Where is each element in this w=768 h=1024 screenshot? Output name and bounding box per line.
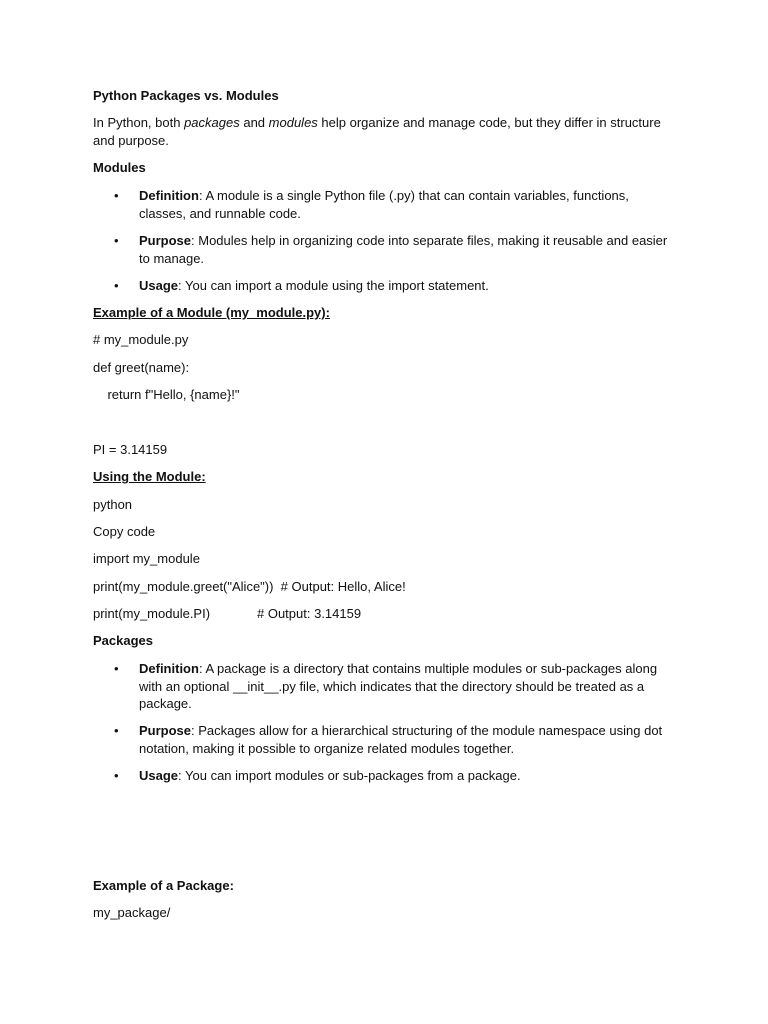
code-line: PI = 3.14159 (93, 442, 168, 457)
intro-paragraph (93, 114, 673, 149)
bullet-glyph: • (114, 723, 119, 738)
page-title: Python Packages vs. Modules (93, 88, 279, 103)
intro-text-1: In Python, both (93, 115, 185, 130)
bullet-term: Purpose (139, 233, 192, 248)
bullet-text: : A package is a directory that contains multiple modules or sub-packages along with an optional __init__.py file, which indicates that the directory should be treated as a package. (139, 661, 658, 711)
usage-line: print(my_module.greet("Alice")) # Output: Hello, Alice! (93, 579, 406, 594)
intro-packages-word: packages (184, 115, 240, 130)
modules-bullet-purpose (139, 232, 679, 267)
intro-modules-word: modules (268, 115, 318, 130)
bullet-glyph: • (114, 661, 119, 676)
packages-heading: Packages (93, 633, 153, 648)
usage-line: python (93, 497, 133, 512)
usage-line: print(my_module.PI) # Output: 3.14159 (93, 606, 362, 621)
bullet-glyph: • (114, 188, 119, 203)
code-line: def greet(name): (93, 360, 190, 375)
bullet-text: : You can import a module using the import statement. (178, 278, 489, 293)
bullet-term: Purpose (139, 723, 192, 738)
usage-line: import my_module (93, 551, 200, 566)
package-example-heading: Example of a Package: (93, 878, 234, 893)
modules-heading: Modules (93, 160, 146, 175)
bullet-glyph: • (114, 768, 119, 783)
bullet-text: : Packages allow for a hierarchical structuring of the module namespace using dot notation, making it possible to organize related modules together. (139, 723, 663, 756)
packages-bullet-purpose (139, 722, 679, 757)
code-line: # my_module.py (93, 332, 189, 347)
packages-bullet-usage (139, 767, 679, 785)
modules-bullet-definition (139, 187, 679, 222)
bullet-text: : Modules help in organizing code into separate files, making it reusable and easier to manage. (139, 233, 668, 266)
bullet-term: Definition (139, 188, 199, 203)
intro-text-2: and (239, 115, 269, 130)
bullet-text: : You can import modules or sub-packages from a package. (178, 768, 521, 783)
using-module-heading: Using the Module: (93, 469, 206, 484)
intro-text-3: help organize and manage code, but they differ in structure and purpose. (93, 115, 661, 148)
code-line: return f"Hello, {name}!" (93, 387, 240, 402)
usage-line: Copy code (93, 524, 156, 539)
modules-bullet-usage (139, 277, 679, 295)
bullet-glyph: • (114, 278, 119, 293)
bullet-glyph: • (114, 233, 119, 248)
packages-bullet-definition (139, 660, 679, 713)
module-example-heading: Example of a Module (my_module.py): (93, 305, 330, 320)
bullet-term: Usage (139, 278, 179, 293)
bullet-term: Definition (139, 661, 199, 676)
bullet-term: Usage (139, 768, 179, 783)
bullet-text: : A module is a single Python file (.py) that can contain variables, functions, classes, and runnable code. (139, 188, 629, 221)
tree-line: my_package/ (93, 905, 171, 920)
